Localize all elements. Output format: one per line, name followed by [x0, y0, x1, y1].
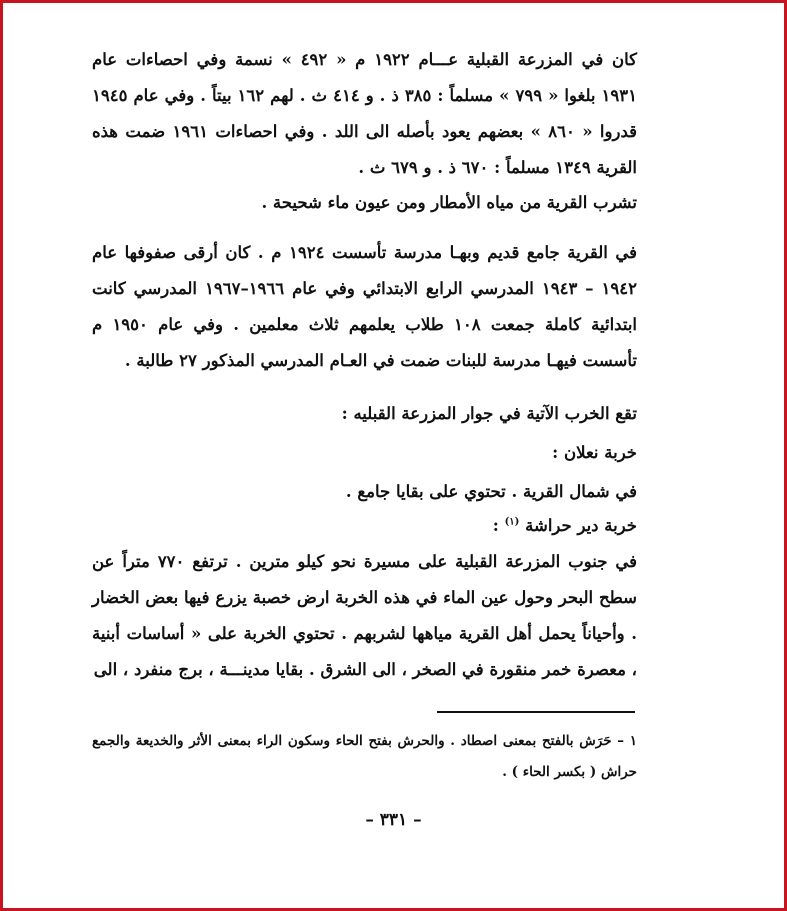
paragraph-deir-harasha: في جنوب المزرعة القبلية على مسيرة نحو كيلو مترين . ترتفع ٧٧٠ متراً عن سطح البحر وحول عين الماء في هذه الخربة ارض خصبة يزرع فيها بعض الخضار . وأحياناً يحمل أهل القرية مياهها لشربهم . تحتوي الخربة على « أساسات أبنية ، معصرة خمر منقورة في الصخر ، الى الشرق . بقايا مدينـــة ، برج منفرد ، الى: [92, 552, 637, 679]
footnote-divider: [437, 711, 635, 713]
paragraph-naalan: في شمال القرية . تحتوي على بقايا جامع .: [345, 482, 637, 501]
heading-deir-harasha-colon: :: [492, 516, 505, 535]
heading-khirbet-deir-harasha: [92, 508, 637, 544]
heading-nearby-ruins: تقع الخرب الآتية في جوار المزرعة القبليه :: [341, 404, 637, 423]
paragraph-school: في القرية جامع قديم وبهـا مدرسة تأسست ١٩٢٤ م . كان أرقى صفوفها عام ١٩٤٢ – ١٩٤٣ المدرسي الرابع الابتدائي وفي عام ١٩٦٦–١٩٦٧ المدرسي كانت ابتدائية كاملة جمعت ١٠٨ طلاب يعلمهم ثلاث معلمين . وفي عام ١٩٥٠ م تأسست فيهـا مدرسة للبنات ضمت في العـام المدرسي المذكور ٢٧ طالبة .: [92, 243, 638, 370]
footnote-reference: (١): [504, 516, 520, 528]
paragraph-water: تشرب القرية من مياه الأمطار ومن عيون ماء شحيحة .: [261, 193, 637, 212]
paragraph-population: كان في المزرعة القبلية عـــام ١٩٢٢ م « ٤٩٢ » نسمة وفي احصاءات عام ١٩٣١ بلغوا « ٧٩٩ » مسلماً : ٣٨٥ ذ . و ٤١٤ ث . لهم ١٦٢ بيتاً . وفي عام ١٩٤٥ قدروا « ٨٦٠ » بعضهم يعود بأصله الى اللد . وفي احصاءات ١٩٦١ ضمت هذه القرية ١٣٤٩ مسلماً : ٦٧٠ ذ . و ٦٧٩ ث .: [92, 50, 638, 177]
footnote-text: ١ – حَرَش بالفتح بمعنى اصطاد . والحرش بفتح الحاء وسكون الراء بمعنى الأثر والخديعة والجمع حراش ( بكسر الحاء ) .: [92, 733, 637, 780]
heading-deir-harasha-text: خربة دير حراشة: [525, 516, 637, 535]
heading-khirbet-naalan: خربة نعلان :: [552, 443, 637, 462]
page-number: – ٣٣١ –: [365, 810, 422, 830]
